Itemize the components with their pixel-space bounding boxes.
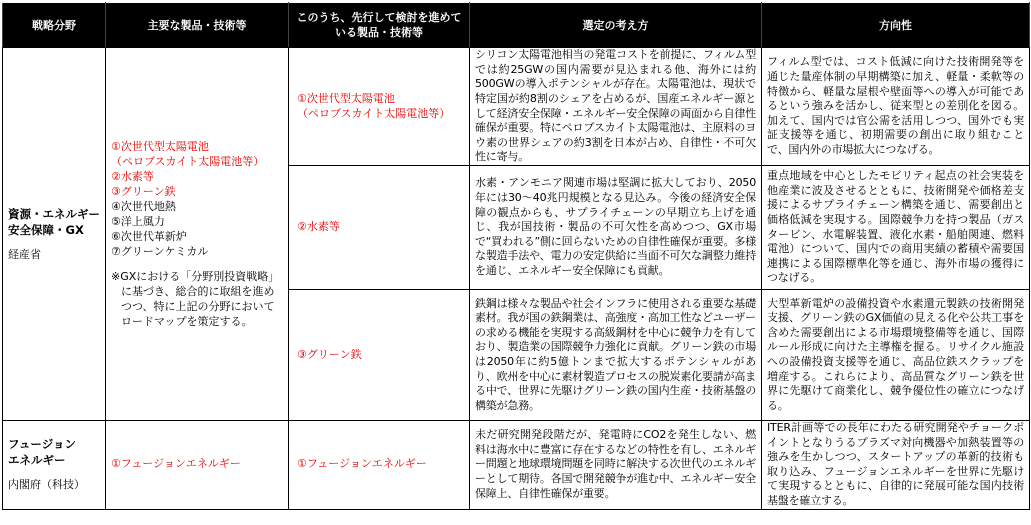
list-item: ②水素等 [111,170,154,183]
header-advanced: このうち、先行して検討を進めている製品・技術等 [289,3,470,48]
advanced-label-sub: （ペロブスカイト太陽電池等） [297,106,451,120]
direction-cell: ITER計画等での長年にわたる研究開発やチョークポイントとなりうるプラズマ対向機器や加熱装置等の強みを生かしつつ、スタートアップの革新的技術も取り込み、フュージョンエネルギーを世界に先駆けて実現するとともに、自律的に発展可能な国内技術基盤を確立する。 [762,421,1030,510]
header-rationale: 選定の考え方 [470,3,762,48]
products-cell [106,48,289,421]
table-row [3,48,1030,166]
table-row [3,421,1030,510]
rationale-cell: 鉄鋼は様々な製品や社会インフラに使用される重要な基礎素材。我が国の鉄鋼業は、高強度・高加工性などユーザーの求める機能を実現する高級鋼材を中心に競争力を有しており、製造業の国際競争力強化に貢献。グリーン鉄の市場は2050年に約5億トンまで拡大するポテンシャルがあり、欧州を中心に素材製造プロセスの脱炭素化要請が高まる中で、世界に先駆けグリーン鉄の国内生産・技術基盤の構築が急務。 [470,290,762,421]
sector-name-line1: 資源・エネルギー [8,206,100,221]
list-item: ①次世代型太陽電池 [111,140,209,153]
header-products: 主要な製品・技術等 [106,3,289,48]
sector-name-line2: 安全保障・GX [8,222,84,237]
header-direction: 方向性 [762,3,1030,48]
advanced-label: ①次世代型太陽電池 [297,91,395,105]
list-item: （ペロブスカイト太陽電池等） [111,155,265,168]
direction-cell: 大型革新電炉の設備投資や水素還元製鉄の技術開発支援、グリーン鉄のGX価値の見える化や公共工事を含めた需要創出による市場環境整備等を通じ、国際ルール形成に向けた主導権を握る。リサイクル施設への設備投資支援等を通じ、高品位鉄スクラップを増産する。これらにより、高品質なグリーン鉄を世界に先駆けて商業化し、競争優位性の確立につなげる。 [762,290,1030,421]
advanced-label: ③グリーン鉄 [297,347,362,361]
ministry-label: 経産省 [8,247,41,261]
products-list [111,139,283,259]
header-row [3,3,1030,48]
advanced-cell [289,166,470,290]
list-item: ⑤洋上風力 [111,215,165,228]
products-note: ※GXにおける「分野別投資戦略」に基づき、総合的に取組を進めつつ、特に上記の分野においてロードマップを策定する。 [111,270,280,328]
list-item: ③グリーン鉄 [111,185,176,198]
list-item: ⑥次世代革新炉 [111,230,187,243]
sector-name-line2: エネルギー [8,453,66,468]
header-sector: 戦略分野 [3,3,106,48]
advanced-label: ②水素等 [297,220,340,234]
sector-cell [3,48,106,421]
advanced-cell [289,290,470,421]
strategy-table [2,2,1030,510]
advanced-cell: ①フュージョンエネルギー [289,421,470,510]
advanced-cell [289,48,470,166]
list-item: ⑦グリーンケミカル [111,245,209,258]
direction-cell: フィルム型では、コスト低減に向けた技術開発等を通じた量産体制の早期構築に加え、軽量・柔軟等の特徴から、軽量な屋根や壁面等への導入が可能であるという強みを活かし、従来型との差別化を図る。加えて、国内では官公需を活用しつつ、国外でも実証支援等を通じ、初期需要の創出に取り組むことで、国内外の市場拡大につなげる。 [762,48,1030,166]
rationale-cell: 水素・アンモニア関連市場は堅調に拡大しており、2050年には30〜40兆円規模となる見込み。今後の経済安全保障の観点からも、サプライチェーンの早期立ち上げを通じ、我が国技術・製品の不可欠性を高めつつ、GX市場で“買われる”側に回らないための自律性確保が重要。多様な製造手法や、電力の安定供給に当面不可欠な調整力維持を通じ、エネルギー安全保障にも貢献。 [470,166,762,290]
sector-name-line1: フュージョン [8,437,76,452]
ministry-label: 内閣府（科技） [8,478,85,492]
products-cell: ①フュージョンエネルギー [106,421,289,510]
rationale-cell: 未だ研究開発段階だが、発電時にCO2を発生しない、燃料は海水中に豊富に存在するなどの特性を有し、エネルギー問題と地球環境問題を同時に解決する次世代のエネルギーとして期待。各国で開発競争が進む中、エネルギー安全保障上、自律性確保が重要。 [470,421,762,510]
sector-cell [3,421,106,510]
list-item: ④次世代地熱 [111,200,176,213]
rationale-cell: シリコン太陽電池相当の発電コストを前提に、フィルム型では約25GWの国内需要が見込まれる他、海外には約500GWの導入ポテンシャルが存在。太陽電池は、現状で特定国が約8割のシェアを占めるが、国産エネルギー源として経済安全保障・エネルギー安全保障の両面から自律性確保が重要。特にペロブスカイト太陽電池は、主原料のヨウ素の世界シェアの約3割を日本が占め、自律性・不可欠性に寄与。 [470,48,762,166]
direction-cell: 重点地域を中心としたモビリティ起点の社会実装を他産業に波及させるとともに、技術開発や価格差支援によるサプライチェーン構築を通じ、需要創出と価格低減を実現する。国際競争力を持つ製品（ガスタービン、水電解装置、液化水素・船舶関連、燃料電池）について、国内での商用実績の蓄積や需要国連携による国際標準化等を通じ、海外市場の獲得につなげる。 [762,166,1030,290]
